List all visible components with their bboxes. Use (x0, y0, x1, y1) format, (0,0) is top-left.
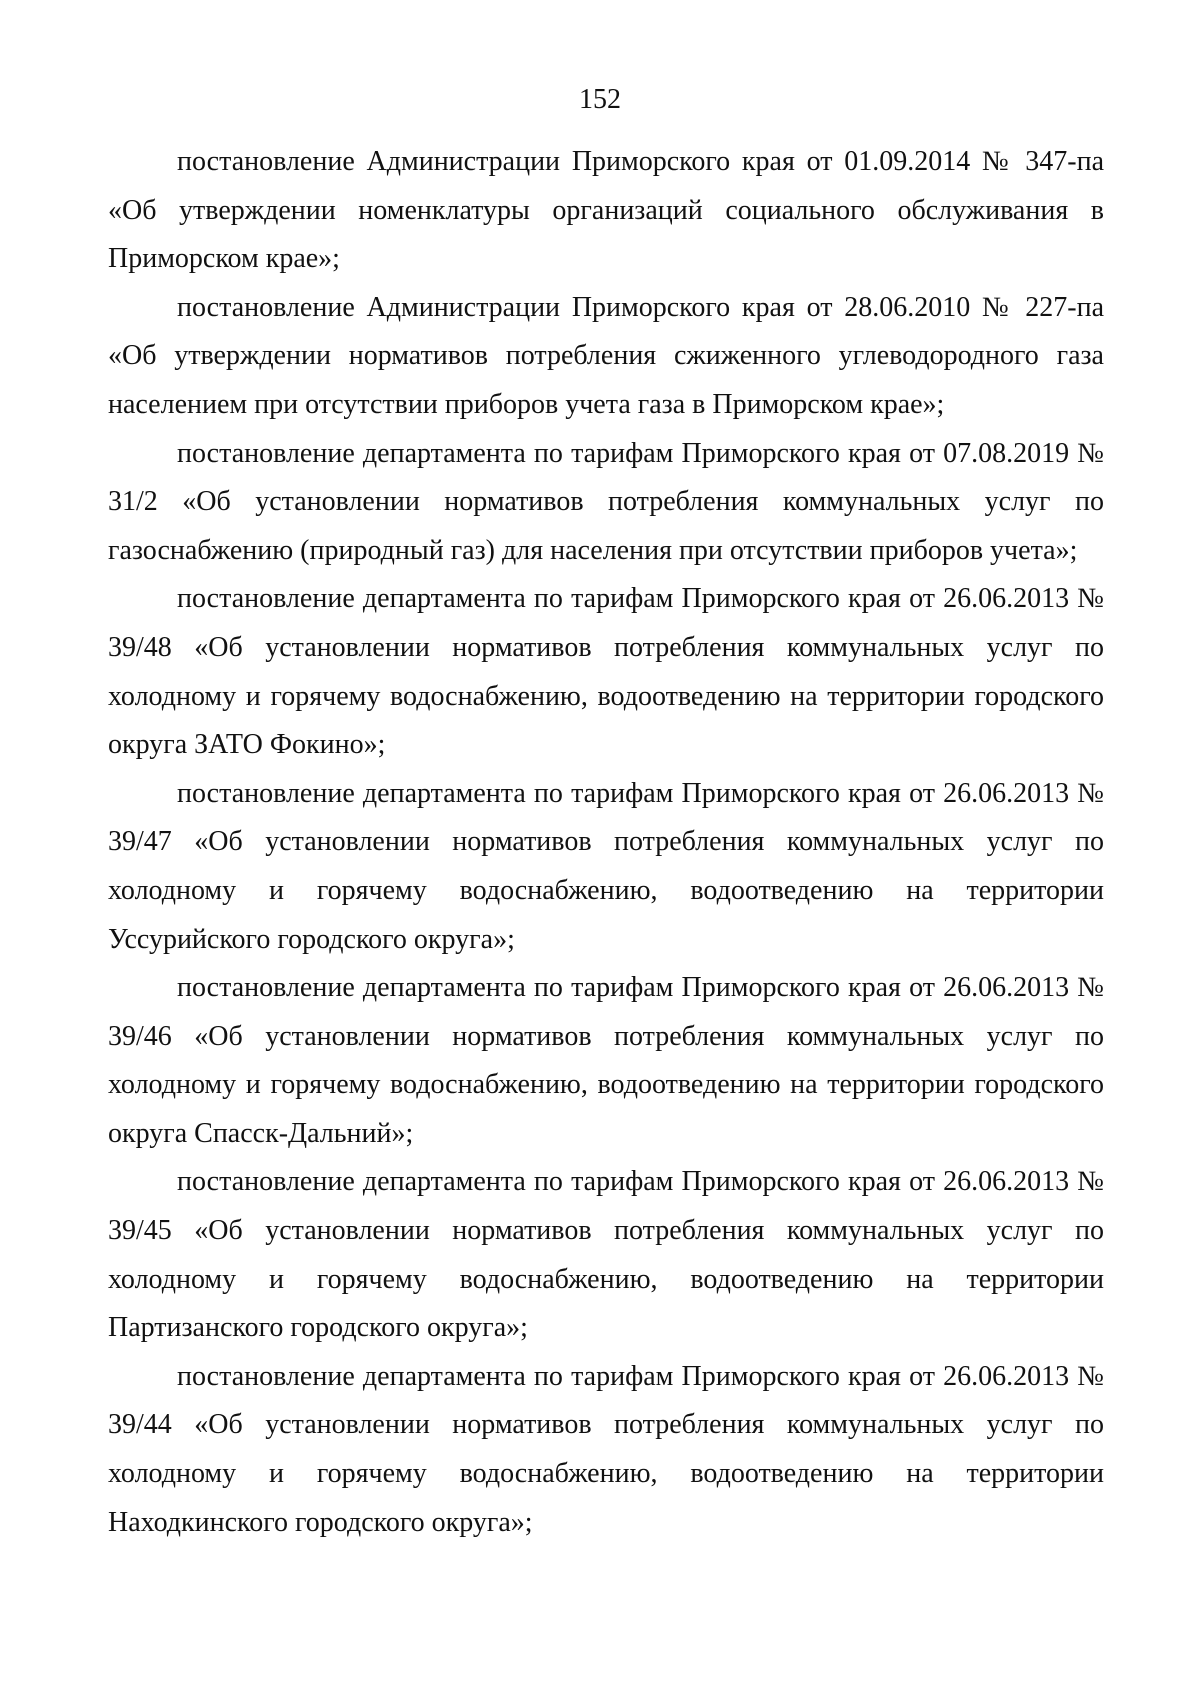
paragraph-resolution-39-44: постановление департамента по тарифам Приморского края от 26.06.2013 № 39/44 «Об установлении нормативов потребления коммунальных услуг по холодному и горячему водоснабжению, водоотведению на территории Находкинского городского округа»; (108, 1360, 1104, 1538)
paragraph-resolution-39-48: постановление департамента по тарифам Приморского края от 26.06.2013 № 39/48 «Об установлении нормативов потребления коммунальных услуг по холодному и горячему водоснабжению, водоотведению на территории городского округа ЗАТО Фокино»; (108, 583, 1104, 761)
document-body (108, 138, 1104, 1547)
paragraph-resolution-227-pa: постановление Администрации Приморского края от 28.06.2010 № 227-па «Об утверждении нормативов потребления сжиженного углеводородного газа населением при отсутствии приборов учета газа в Приморском крае»; (108, 291, 1104, 420)
paragraph-resolution-31-2: постановление департамента по тарифам Приморского края от 07.08.2019 № 31/2 «Об установлении нормативов потребления коммунальных услуг по газоснабжению (природный газ) для населения при отсутствии приборов учета»; (108, 437, 1104, 566)
paragraph-resolution-39-46: постановление департамента по тарифам Приморского края от 26.06.2013 № 39/46 «Об установлении нормативов потребления коммунальных услуг по холодному и горячему водоснабжению, водоотведению на территории городского округа Спасск-Дальний»; (108, 972, 1104, 1149)
paragraph-resolution-39-47: постановление департамента по тарифам Приморского края от 26.06.2013 № 39/47 «Об установлении нормативов потребления коммунальных услуг по холодному и горячему водоснабжению, водоотведению на территории Уссурийского городского округа»; (108, 777, 1104, 955)
paragraph-resolution-39-45: постановление департамента по тарифам Приморского края от 26.06.2013 № 39/45 «Об установлении нормативов потребления коммунальных услуг по холодному и горячему водоснабжению, водоотведению на территории Партизанского городского округа»; (108, 1166, 1104, 1344)
paragraph-resolution-347-pa: постановление Администрации Приморского края от 01.09.2014 № 347-па «Об утверждении номенклатуры организаций социального обслуживания в Приморском крае»; (108, 146, 1104, 275)
page-number: 152 (579, 84, 621, 115)
